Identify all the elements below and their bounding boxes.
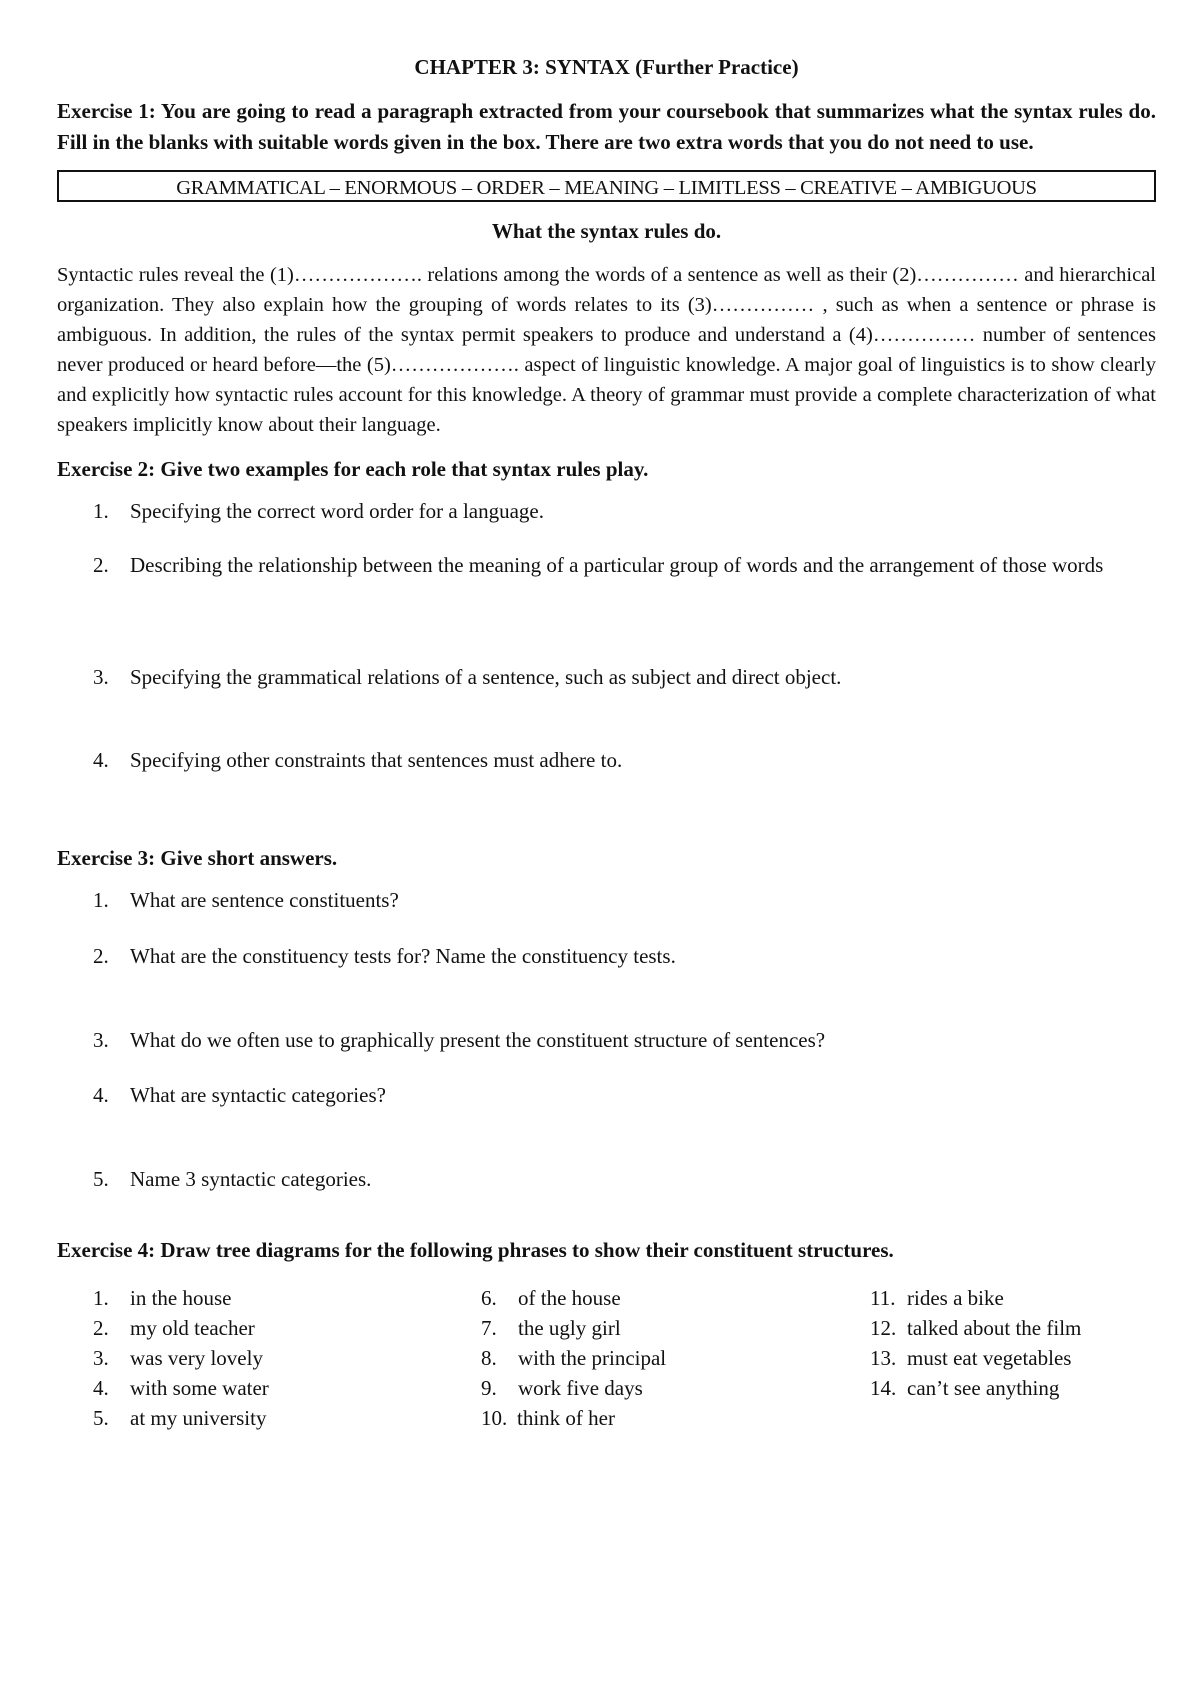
item-number: 2. xyxy=(93,553,109,577)
item-text: at my university xyxy=(130,1406,267,1430)
item-text: What are sentence constituents? xyxy=(130,888,399,912)
item-text: What do we often use to graphically present the constituent structure of sentences? xyxy=(130,1028,826,1052)
exercise3-list xyxy=(57,885,1156,1235)
exercise4-heading: Exercise 4: Draw tree diagrams for the following phrases to show their constituent structures. xyxy=(57,1238,894,1262)
item-text: must eat vegetables xyxy=(907,1346,1072,1370)
item-text: What are syntactic categories? xyxy=(130,1083,386,1107)
item-text: of the house xyxy=(518,1286,621,1310)
item-number: 4. xyxy=(93,1083,109,1107)
item-text: the ugly girl xyxy=(518,1316,621,1340)
list-item xyxy=(57,1025,1156,1080)
item-number: 4. xyxy=(93,748,109,772)
item-number: 5. xyxy=(93,1167,109,1191)
item-number: 3. xyxy=(93,1346,109,1370)
exercise2-list xyxy=(57,496,1156,843)
item-number: 13. xyxy=(870,1346,897,1370)
item-text: rides a bike xyxy=(907,1286,1004,1310)
item-text: Specifying the grammatical relations of a sentence, such as subject and direct object. xyxy=(130,665,842,689)
item-text: was very lovely xyxy=(130,1346,263,1370)
item-text: can’t see anything xyxy=(907,1376,1060,1400)
item-number: 12. xyxy=(870,1316,897,1340)
item-text: work five days xyxy=(518,1376,643,1400)
list-item xyxy=(57,550,1156,662)
item-text: my old teacher xyxy=(130,1316,255,1340)
item-number: 1. xyxy=(93,499,109,523)
item-number: 3. xyxy=(93,1028,109,1052)
item-number: 3. xyxy=(93,665,109,689)
item-number: 10. xyxy=(481,1406,508,1430)
exercise4-phrase-grid xyxy=(57,1283,1156,1433)
item-number: 14. xyxy=(870,1376,897,1400)
page-title: CHAPTER 3: SYNTAX (Further Practice) xyxy=(414,55,799,79)
exercise2-heading: Exercise 2: Give two examples for each role that syntax rules play. xyxy=(57,457,649,481)
item-number: 9. xyxy=(481,1376,497,1400)
exercise1-instruction: Exercise 1: You are going to read a paragraph extracted from your coursebook that summarizes what the syntax rules do. Fill in the blanks with suitable words given in the box. There are two extra words that you do not need to use. xyxy=(57,99,1156,154)
list-item xyxy=(57,745,1156,843)
item-number: 2. xyxy=(93,1316,109,1340)
exercise1-subtitle: What the syntax rules do. xyxy=(491,219,722,243)
item-text: Specifying other constraints that sentences must adhere to. xyxy=(130,748,623,772)
item-text: Name 3 syntactic categories. xyxy=(130,1167,372,1191)
list-item xyxy=(57,941,1156,1025)
item-text: with some water xyxy=(130,1376,269,1400)
item-text: in the house xyxy=(130,1286,232,1310)
item-number: 1. xyxy=(93,1286,109,1310)
exercise1-paragraph: Syntactic rules reveal the (1)………………. relations among the words of a sentence as well as their (2)…………… and hierarchical organization. They also explain how the grouping of words relates to its (3)…………… , such as when a sentence or phrase is ambiguous. In addition, the rules of the syntax permit speakers to produce and understand a (4)…………… number of sentences never produced or heard before—the (5)………………. aspect of linguistic knowledge. A major goal of linguistics is to show clearly and explicitly how syntactic rules account for this knowledge. A theory of grammar must provide a complete characterization of what speakers implicitly know about their language. xyxy=(57,264,1156,436)
item-text: think of her xyxy=(517,1406,615,1430)
item-text: What are the constituency tests for? Name the constituency tests. xyxy=(130,944,676,968)
worksheet-page xyxy=(57,52,1156,1433)
list-item xyxy=(57,1080,1156,1164)
item-number: 5. xyxy=(93,1406,109,1430)
item-text: Specifying the correct word order for a language. xyxy=(130,499,544,523)
list-item xyxy=(57,496,1156,550)
word-box: GRAMMATICAL – ENORMOUS – ORDER – MEANING – LIMITLESS – CREATIVE – AMBIGUOUS xyxy=(57,170,1156,202)
item-number: 6. xyxy=(481,1286,497,1310)
list-item xyxy=(57,1164,1156,1235)
item-number: 8. xyxy=(481,1346,497,1370)
exercise3-heading: Exercise 3: Give short answers. xyxy=(57,846,338,870)
item-number: 1. xyxy=(93,888,109,912)
item-text: with the principal xyxy=(518,1346,667,1370)
item-text: Describing the relationship between the meaning of a particular group of words and the arrangement of those words xyxy=(130,553,1104,577)
list-item xyxy=(57,662,1156,745)
item-number: 2. xyxy=(93,944,109,968)
item-number: 11. xyxy=(870,1286,896,1310)
item-number: 4. xyxy=(93,1376,109,1400)
item-number: 7. xyxy=(481,1316,497,1340)
item-text: talked about the film xyxy=(907,1316,1082,1340)
list-item xyxy=(57,885,1156,941)
